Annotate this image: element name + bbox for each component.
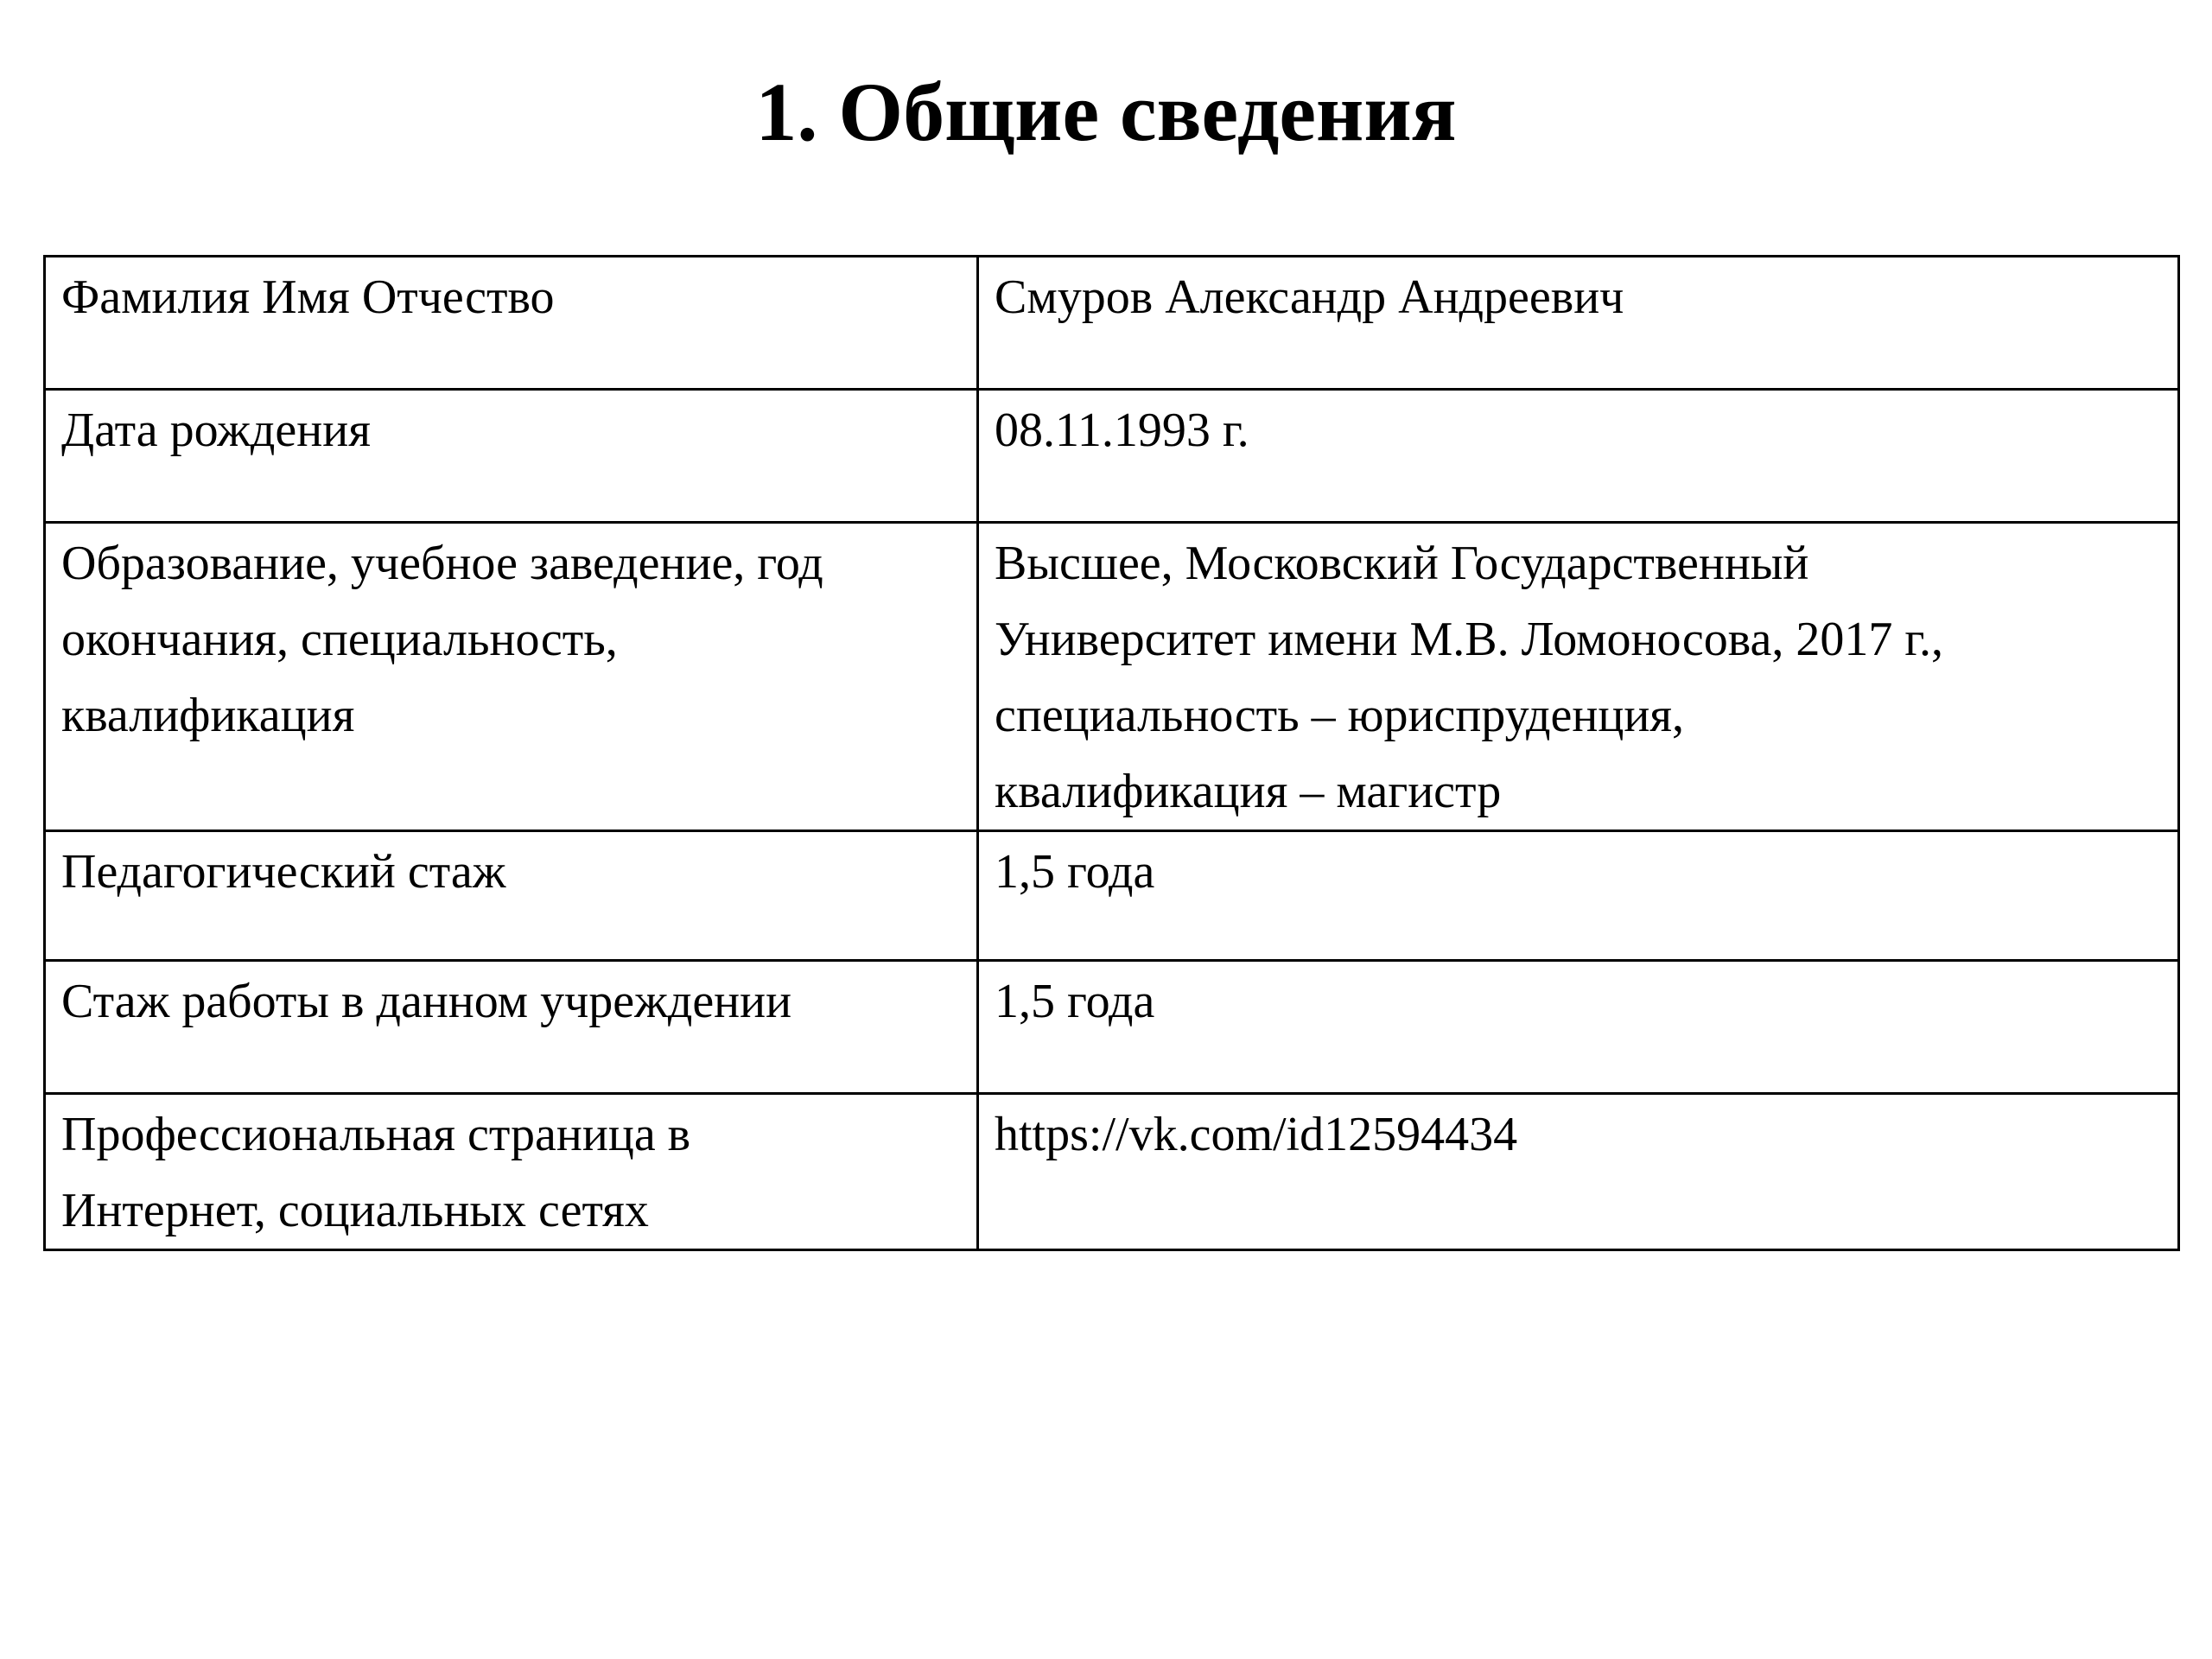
row-label [45, 961, 978, 1094]
teaching-experience-value: 1,5 года [995, 845, 1155, 899]
birth-date-label: Дата рождения [61, 404, 371, 457]
institution-experience-value: 1,5 года [995, 975, 1155, 1028]
row-value [978, 523, 2179, 831]
table-row-full-name [45, 257, 2179, 390]
education-value: Высшее, Московский Государственный Университет имени М.В. Ломоносова, 2017 г., специальность – юриспруденция, квалификация – магистр [995, 537, 1943, 818]
table-row-birth-date [45, 390, 2179, 523]
full-name-label: Фамилия Имя Отчество [61, 270, 555, 324]
row-label [45, 523, 978, 831]
table-row-teaching-experience [45, 831, 2179, 961]
page-title: 1. Общие сведения [755, 66, 1457, 158]
row-label [45, 831, 978, 961]
row-value [978, 1094, 2179, 1250]
professional-page-link: https://vk.com/id12594434 [995, 1108, 1518, 1161]
full-name-value: Смуров Александр Андреевич [995, 270, 1624, 324]
birth-date-value: 08.11.1993 г. [995, 404, 1249, 457]
row-value [978, 257, 2179, 390]
education-label: Образование, учебное заведение, год окончания, специальность, квалификация [61, 537, 823, 742]
table-row-institution-experience [45, 961, 2179, 1094]
professional-page-label: Профессиональная страница в Интернет, социальных сетях [61, 1108, 691, 1237]
table-row-education [45, 523, 2179, 831]
row-label [45, 1094, 978, 1250]
row-value [978, 390, 2179, 523]
row-label [45, 257, 978, 390]
institution-experience-label: Стаж работы в данном учреждении [61, 975, 792, 1028]
row-value [978, 961, 2179, 1094]
row-label [45, 390, 978, 523]
table-row-professional-page [45, 1094, 2179, 1250]
teaching-experience-label: Педагогический стаж [61, 845, 506, 899]
general-info-table [43, 255, 2180, 1251]
row-value [978, 831, 2179, 961]
